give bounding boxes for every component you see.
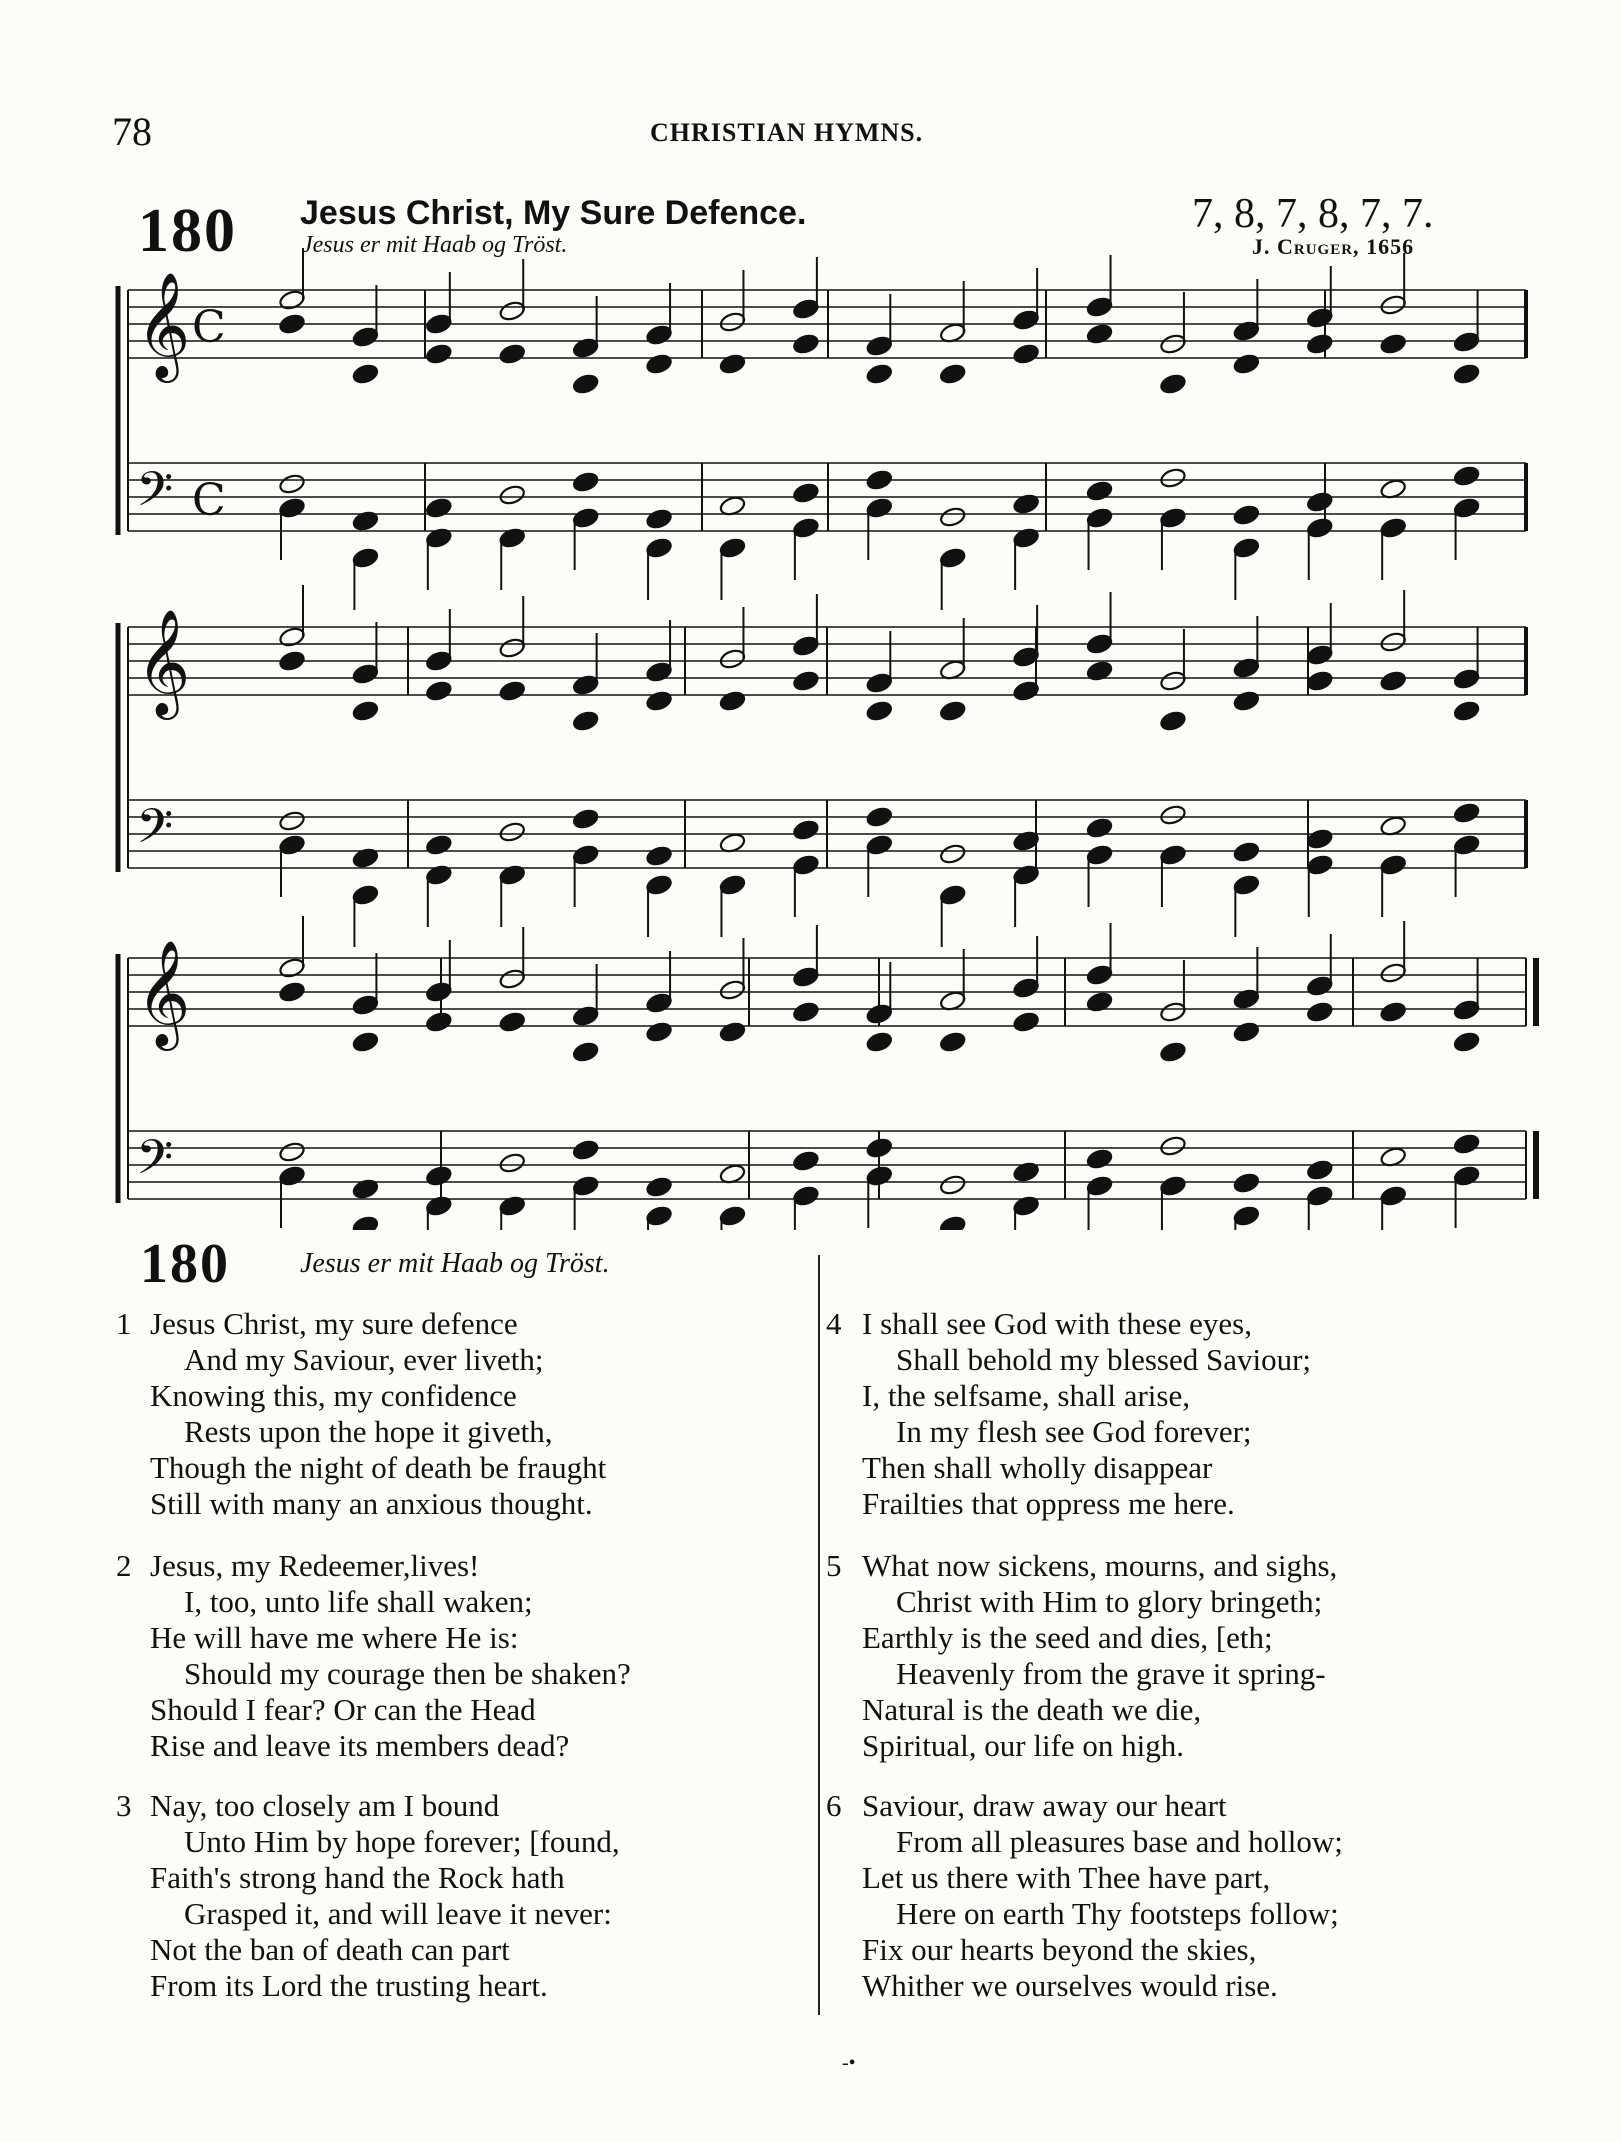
verse-number: 5 <box>826 1548 842 1583</box>
hymn-meter: 7, 8, 7, 8, 7, 7. <box>1192 191 1434 237</box>
verse-line: Fix our hearts beyond the skies, <box>862 1932 1257 1967</box>
verse-line: What now sickens, mourns, and sighs, <box>862 1548 1338 1583</box>
verse-line: I shall see God with these eyes, <box>862 1306 1252 1341</box>
verse-line: Faith's strong hand the Rock hath <box>150 1860 565 1895</box>
composer-initial: J. <box>1252 234 1271 259</box>
page-number: 78 <box>112 109 152 154</box>
verse-line: Then shall wholly disappear <box>862 1450 1213 1485</box>
verse-line: In my flesh see God forever; <box>896 1414 1252 1449</box>
verse-line: Spiritual, our life on high. <box>862 1728 1185 1763</box>
column-divider <box>818 1255 820 2015</box>
text-original-title: Jesus er mit Haab og Tröst. <box>300 1248 610 1279</box>
verse-line: From its Lord the trusting heart. <box>150 1968 548 2003</box>
hymn-original-title: Jesus er mit Haab og Tröst. <box>302 232 568 258</box>
verse-line: Natural is the death we die, <box>862 1692 1202 1727</box>
verse-line: Shall behold my blessed Saviour; <box>896 1342 1312 1377</box>
verse-line: Should my courage then be shaken? <box>184 1656 631 1691</box>
verse-1 <box>150 1306 606 1522</box>
verse-3 <box>150 1788 620 2004</box>
verse-line: Earthly is the seed and dies, [eth; <box>862 1620 1273 1655</box>
verse-line: Grasped it, and will leave it never: <box>184 1896 612 1931</box>
svg-text:𝄞: 𝄞 <box>136 939 191 1046</box>
composer-name: Cruger, <box>1277 234 1360 259</box>
verse-number: 6 <box>826 1788 842 1823</box>
verse-line: Saviour, draw away our heart <box>862 1788 1227 1823</box>
verse-line: Frailties that oppress me here. <box>862 1486 1235 1521</box>
verse-line: Should I fear? Or can the Head <box>150 1692 536 1727</box>
verse-number: 1 <box>116 1306 132 1341</box>
svg-text:C: C <box>192 302 226 353</box>
running-head: CHRISTIAN HYMNS. <box>650 118 924 147</box>
verse-line: And my Saviour, ever liveth; <box>184 1342 544 1377</box>
verse-number: 4 <box>826 1306 842 1341</box>
svg-text:𝄢: 𝄢 <box>136 1129 174 1197</box>
svg-text:𝄢: 𝄢 <box>136 461 174 529</box>
svg-text:𝄢: 𝄢 <box>136 798 174 866</box>
verse-number: 3 <box>116 1788 132 1823</box>
hymn-title: Jesus Christ, My Sure Defence. <box>300 194 807 232</box>
verse-line: I, too, unto life shall waken; <box>184 1584 533 1619</box>
verse-line: Nay, too closely am I bound <box>150 1788 500 1823</box>
verse-line: Unto Him by hope forever; [found, <box>184 1824 620 1859</box>
verse-5 <box>862 1548 1337 1764</box>
verse-2 <box>150 1548 631 1764</box>
verse-line: I, the selfsame, shall arise, <box>862 1378 1190 1413</box>
verse-line: Jesus Christ, my sure defence <box>150 1306 518 1341</box>
verse-line: Let us there with Thee have part, <box>862 1860 1271 1895</box>
verse-line: Not the ban of death can part <box>150 1932 510 1967</box>
footer-ornament: -• <box>842 2052 856 2074</box>
verse-6 <box>862 1788 1343 2004</box>
verse-line: Though the night of death be fraught <box>150 1450 607 1485</box>
verse-line: From all pleasures base and hollow; <box>896 1824 1343 1859</box>
svg-text:𝄞: 𝄞 <box>136 271 191 378</box>
verse-line: Knowing this, my confidence <box>150 1378 517 1413</box>
verse-line: Rests upon the hope it giveth, <box>184 1414 553 1449</box>
verse-line: Whither we ourselves would rise. <box>862 1968 1278 2003</box>
composer-year: 1656 <box>1366 234 1415 259</box>
verse-line: Christ with Him to glory bringeth; <box>896 1584 1323 1619</box>
verse-number: 2 <box>116 1548 132 1583</box>
verse-line: Still with many an anxious thought. <box>150 1486 593 1521</box>
verse-line: Rise and leave its members dead? <box>150 1728 570 1763</box>
verse-line: Here on earth Thy footsteps follow; <box>896 1896 1339 1931</box>
svg-text:C: C <box>192 475 226 526</box>
verse-4 <box>862 1306 1311 1522</box>
text-hymn-number: 180 <box>140 1233 230 1295</box>
verse-line: Heavenly from the grave it spring- <box>896 1656 1326 1691</box>
verse-line: He will have me where He is: <box>150 1620 519 1655</box>
svg-text:𝄞: 𝄞 <box>136 608 191 715</box>
verse-line: Jesus, my Redeemer,lives! <box>150 1548 480 1583</box>
hymn-number: 180 <box>138 197 237 265</box>
